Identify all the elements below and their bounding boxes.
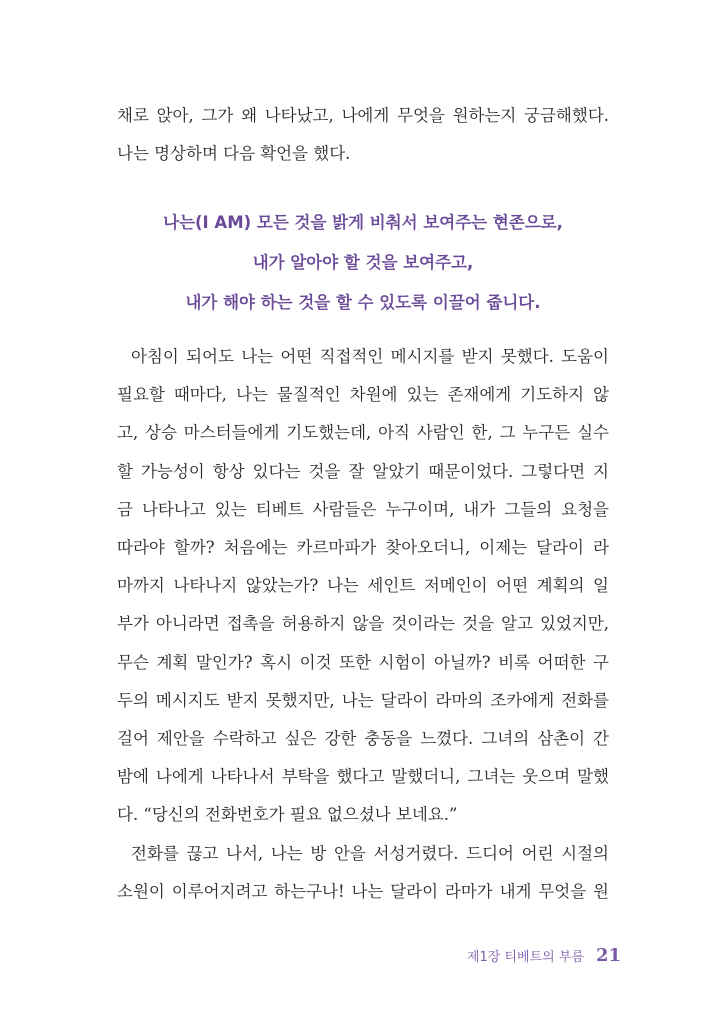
body-line-7: 마까지 나타나지 않았는가? 나는 세인트 저메인이 어떤 계획의 일 — [117, 576, 609, 596]
intro-line-2: 나는 명상하며 다음 확언을 했다. — [117, 144, 351, 163]
affirmation-line-1: 나는(I AM) 모든 것을 밝게 비춰서 보여주는 현존으로, — [163, 213, 563, 232]
body-line-10: 두의 메시지도 받지 못했지만, 나는 달라이 라마의 조카에게 전화를 — [117, 690, 609, 710]
page-number: 21 — [595, 945, 621, 966]
body-line-6: 따라야 할까? 처음에는 카르마파가 찾아오더니, 이제는 달라이 라 — [117, 538, 609, 558]
body-line-1: 아침이 되어도 나는 어떤 직접적인 메시지를 받지 못했다. 도움이 — [131, 347, 609, 366]
affirmation-block — [117, 203, 609, 323]
body-line-5: 금 나타나고 있는 티베트 사람들은 누구이며, 내가 그들의 요청을 — [117, 499, 609, 519]
affirmation-line-3: 내가 해야 하는 것을 할 수 있도록 이끌어 줍니다. — [185, 293, 541, 312]
body-line-4: 할 가능성이 항상 있다는 것을 잘 알았기 때문이었다. 그렇다면 지 — [117, 461, 609, 481]
affirmation-line-2: 내가 알아야 할 것을 보여주고, — [252, 253, 474, 272]
intro-line-1: 채로 앉아, 그가 왜 나타났고, 나에게 무엇을 원하는지 궁금해했다. — [117, 106, 609, 125]
intro-paragraph — [117, 97, 609, 173]
body-line-2: 필요할 때마다, 나는 물질적인 차원에 있는 존재에게 기도하지 않 — [117, 385, 609, 405]
page-footer — [467, 945, 621, 966]
body-line-13: 다. “당신의 전화번호가 필요 없으셨나 보네요.” — [117, 805, 458, 825]
body-line-12: 밤에 나에게 나타나서 부탁을 했다고 말했더니, 그녀는 웃으며 말했 — [117, 767, 609, 787]
body-paragraphs — [117, 338, 609, 911]
body-line-8: 부가 아니라면 접촉을 허용하지 않을 것이라는 것을 알고 있었지만, — [117, 614, 609, 634]
body-line-11: 걸어 제안을 수락하고 싶은 강한 충동을 느꼈다. 그녀의 삼촌이 간 — [117, 729, 609, 749]
chapter-title: 제1장 티베트의 부름 — [466, 950, 584, 965]
body-line-3: 고, 상승 마스터들에게 기도했는데, 아직 사람인 한, 그 누구든 실수 — [117, 423, 609, 443]
body-line-15: 소원이 이루어지려고 하는구나! 나는 달라이 라마가 내게 무엇을 원 — [117, 881, 609, 901]
body-line-14: 전화를 끊고 나서, 나는 방 안을 서성거렸다. 드디어 어린 시절의 — [131, 843, 609, 863]
body-line-9: 무슨 계획 말인가? 혹시 이것 또한 시험이 아닐까? 비록 어떠한 구 — [117, 652, 609, 672]
